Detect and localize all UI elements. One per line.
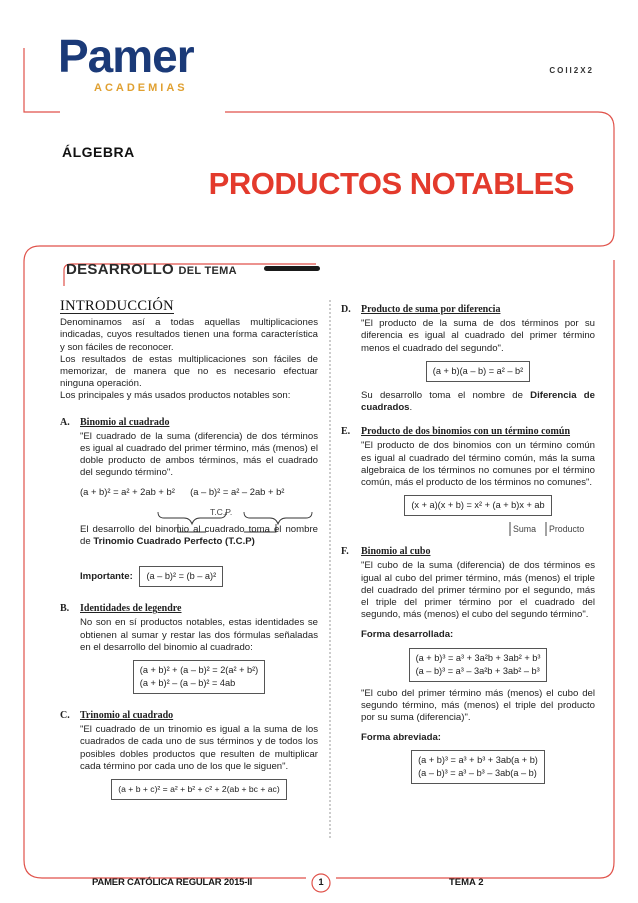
footer-right: TEMA 2 [449, 877, 484, 888]
section-header [60, 258, 322, 286]
item-text: "El cuadrado de la suma (diferencia) de dos términos es igual al cuadrado del primer término, más (menos) el doble producto de ambos términos, más el cuadrado del segundo término". [80, 430, 318, 479]
logo-word: Pamer [58, 30, 194, 82]
subject-title: ÁLGEBRA [62, 144, 135, 160]
item-title: Trinomio al cuadrado [80, 710, 174, 722]
developed-formula-box [409, 648, 548, 682]
right-column [341, 300, 595, 784]
page-number: 1 [318, 877, 324, 888]
left-column [60, 300, 318, 800]
cube-sum-short: (a + b)³ = a³ + b³ + 3ab(a + b) [418, 755, 538, 766]
tcp-text-prefix: El desarrollo del binomio al cuadrado toma el nombre de [80, 523, 318, 548]
formula-sum-square: (a + b)² = a² + 2ab + b² [80, 485, 175, 497]
legendre-formula-2: (a + b)² – (a – b)² = 4ab [139, 678, 236, 689]
item-title: Producto de suma por diferencia [361, 304, 501, 315]
diff-squares-suffix: . [409, 402, 413, 414]
legendre-formula-1: (a + b)² + (a – b)² = 2(a² + b²) [139, 665, 259, 676]
cube-diff-developed: (a – b)³ = a³ – 3a²b + 3ab² – b³ [415, 665, 540, 676]
item-legendre [60, 603, 318, 694]
pamer-logo [58, 30, 208, 100]
item-trinomio-cuadrado [60, 710, 318, 800]
intro-title: INTRODUCCIÓN [60, 298, 174, 314]
item-letter: D. [341, 304, 351, 315]
short-form-label: Forma abreviada: [361, 732, 441, 744]
binomial-formulas [80, 486, 318, 498]
label-producto: Producto [549, 524, 585, 535]
section-label-main: DESARROLLO [66, 261, 174, 278]
item-text-2: "El cubo del primer término más (menos) el cubo del segundo término, más (menos) el triple del producto por su suma (diferencia)". [361, 687, 595, 724]
item-text: "El producto de la suma de dos términos por su diferencia es igual al cuadrado del primer término menos el cuadrado del segundo". [361, 318, 595, 354]
important-formula: (a – b)² = (b – a)² [139, 566, 223, 587]
item-text: "El cuadrado de un trinomio es igual a la suma de los cuadrados de cada uno de sus términos y de todos los posibles dobles productos que resulten de multiplicar cada término por cada uno de los que le siguen". [80, 724, 318, 772]
important-row [80, 566, 318, 587]
item-text-2 [361, 390, 595, 414]
diff-squares-bold: Diferencia de cuadrados [361, 389, 595, 414]
item-title: Binomio al cuadrado [80, 416, 170, 428]
tcp-text-bold: Trinomio Cuadrado Perfecto (T.C.P) [93, 536, 255, 548]
item-text: "El producto de dos binomios con un término común es igual al cuadrado del término común, más la suma algebraica de los términos no comunes por el término común, más el producto de los términos no comunes". [361, 440, 595, 489]
item-letter: A. [60, 416, 70, 428]
developed-form-label: Forma desarrollada: [361, 629, 454, 641]
item-suma-por-diferencia [341, 304, 595, 414]
item-letter: C. [60, 710, 70, 722]
diff-squares-prefix: Su desarrollo toma el nombre de [361, 389, 531, 401]
page-title: PRODUCTOS NOTABLES [208, 166, 574, 201]
important-label: Importante: [80, 571, 133, 583]
tcp-label: T.C.P. [210, 506, 233, 517]
item-binomio-cubo [341, 546, 595, 784]
item-text: No son en sí productos notables, estas identidades se obtienen al sumar y restar las dos fórmulas señaladas en el desarrollo del binomio al cuadrado: [80, 617, 318, 653]
label-suma: Suma [513, 524, 536, 535]
course-code: COII2X2 [549, 66, 594, 75]
item-text-2 [80, 524, 318, 548]
item-binomios-termino-comun [341, 426, 595, 536]
common-term-labels [361, 516, 595, 536]
item-title: Producto de dos binomios con un término común [361, 426, 571, 438]
intro-paragraph-2: Los resultados de estas multiplicaciones son fáciles de memorizar, de manera que no es necesario efectuar ninguna operación. [60, 353, 318, 390]
item-text: "El cubo de la suma (diferencia) de dos términos es igual al cubo del primer término, más (menos) el triple del cuadrado del primer término por el segundo, más el triple del primer término por el cuadrado del segundo, más (menos) el cubo del segundo término". [361, 560, 595, 621]
intro-paragraph-3: Los principales y más usados productos notables son: [60, 390, 291, 402]
section-label-small: DEL TEMA [178, 265, 237, 277]
diff-squares-formula: (a + b)(a – b) = a² – b² [426, 361, 530, 382]
item-letter: B. [60, 603, 70, 615]
cube-sum-developed: (a + b)³ = a³ + 3a²b + 3ab² + b³ [415, 652, 541, 663]
common-term-formula: (x + a)(x + b) = x² + (a + b)x + ab [404, 495, 551, 516]
logo-subtitle: ACADEMIAS [94, 82, 188, 94]
cube-diff-short: (a – b)³ = a³ – b³ – 3ab(a – b) [418, 768, 537, 779]
intro-paragraph-1: Denominamos así a todas aquellas multiplicaciones indicadas, cuyos resultados tienen una forma característica y son fáciles de reconocer. [60, 317, 318, 353]
formula-diff-square: (a – b)² = a² – 2ab + b² [190, 485, 285, 497]
legendre-formula-box [133, 660, 265, 694]
item-letter: E. [341, 426, 351, 438]
item-letter: F. [341, 546, 349, 558]
item-title: Identidades de legendre [80, 603, 182, 615]
short-formula-box [411, 750, 545, 784]
footer-left: PAMER CATÓLICA REGULAR 2015-II [92, 877, 253, 888]
item-binomio-cuadrado [60, 417, 318, 588]
trinomial-formula: (a + b + c)² = a² + b² + c² + 2(ab + bc + ac) [111, 779, 286, 800]
item-title: Binomio al cubo [361, 546, 431, 558]
